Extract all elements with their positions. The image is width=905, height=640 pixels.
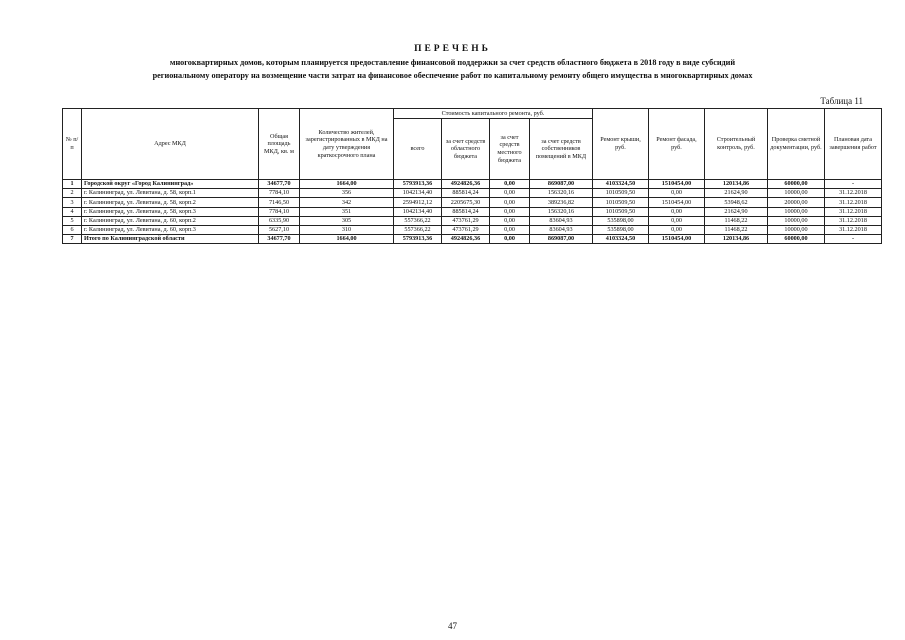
cell-number: 7 <box>63 235 82 244</box>
cell-residents: 305 <box>300 216 394 225</box>
header-local: за счет средств местного бюджета <box>490 119 530 180</box>
header-cost-group: Стоимость капитального ремонта, руб. <box>394 109 593 119</box>
cell-facade: 0,00 <box>649 207 705 216</box>
cell-roof: 4103324,50 <box>593 180 649 189</box>
cell-estimate: 10000,00 <box>768 225 825 234</box>
document-subtitle <box>60 56 845 82</box>
cell-residents: 342 <box>300 198 394 207</box>
cell-facade: 1510454,00 <box>649 180 705 189</box>
cell-address: г. Калининград, ул. Левитана, д. 58, корп.2 <box>82 198 259 207</box>
cell-control: 21624,90 <box>705 189 768 198</box>
cell-facade: 0,00 <box>649 225 705 234</box>
cell-regional: 885814,24 <box>442 189 490 198</box>
cell-date: 31.12.2018 <box>825 216 882 225</box>
cell-roof: 1010509,50 <box>593 207 649 216</box>
cell-regional: 885814,24 <box>442 207 490 216</box>
cell-residents: 351 <box>300 207 394 216</box>
cell-roof: 1010509,50 <box>593 189 649 198</box>
cell-facade: 1510454,00 <box>649 235 705 244</box>
cell-owners: 83604,93 <box>530 225 593 234</box>
cell-number: 6 <box>63 225 82 234</box>
table-row <box>63 180 882 189</box>
cell-local: 0,00 <box>490 198 530 207</box>
cell-control: 21624,90 <box>705 207 768 216</box>
header-control: Строительный контроль, руб. <box>705 109 768 180</box>
cell-control: 120134,86 <box>705 235 768 244</box>
header-regional: за счет средств областного бюджета <box>442 119 490 180</box>
cell-facade: 1510454,00 <box>649 198 705 207</box>
table-row <box>63 207 882 216</box>
cell-total: 557366,22 <box>394 216 442 225</box>
cell-regional: 473761,29 <box>442 225 490 234</box>
cell-roof: 1010509,50 <box>593 198 649 207</box>
cell-date: - <box>825 180 882 189</box>
cell-date: 31.12.2018 <box>825 198 882 207</box>
cell-local: 0,00 <box>490 216 530 225</box>
cell-number: 2 <box>63 189 82 198</box>
cell-address: г. Калининград, ул. Левитана, д. 58, корп.3 <box>82 207 259 216</box>
cell-area: 7784,10 <box>259 189 300 198</box>
cell-control: 120134,86 <box>705 180 768 189</box>
cell-address: г. Калининград, ул. Левитана, д. 60, корп.3 <box>82 225 259 234</box>
header-number: № п/п <box>63 109 82 180</box>
buildings-table <box>62 108 882 244</box>
cell-estimate: 10000,00 <box>768 216 825 225</box>
cell-area: 7146,50 <box>259 198 300 207</box>
table-row-total <box>63 235 882 244</box>
cell-total: 557366,22 <box>394 225 442 234</box>
table-row <box>63 189 882 198</box>
cell-address: г. Калининград, ул. Левитана, д. 58, корп.1 <box>82 189 259 198</box>
cell-control: 11468,22 <box>705 216 768 225</box>
cell-date: 31.12.2018 <box>825 207 882 216</box>
cell-owners: 869087,00 <box>530 235 593 244</box>
cell-number: 3 <box>63 198 82 207</box>
cell-area: 5627,10 <box>259 225 300 234</box>
cell-area: 6335,90 <box>259 216 300 225</box>
cell-area: 34677,70 <box>259 180 300 189</box>
cell-number: 4 <box>63 207 82 216</box>
table-row <box>63 216 882 225</box>
cell-area: 34677,70 <box>259 235 300 244</box>
cell-residents: 310 <box>300 225 394 234</box>
header-total: всего <box>394 119 442 180</box>
header-roof: Ремонт крыши, руб. <box>593 109 649 180</box>
cell-roof: 4103324,50 <box>593 235 649 244</box>
cell-facade: 0,00 <box>649 189 705 198</box>
cell-local: 0,00 <box>490 189 530 198</box>
cell-control: 53948,62 <box>705 198 768 207</box>
cell-regional: 473761,29 <box>442 216 490 225</box>
cell-estimate: 60000,00 <box>768 180 825 189</box>
cell-date: - <box>825 235 882 244</box>
table-row <box>63 198 882 207</box>
cell-number: 5 <box>63 216 82 225</box>
cell-regional: 4924826,36 <box>442 180 490 189</box>
page-number: 47 <box>448 621 457 631</box>
cell-residents: 356 <box>300 189 394 198</box>
cell-number: 1 <box>63 180 82 189</box>
cell-regional: 4924826,36 <box>442 235 490 244</box>
document-title: ПЕРЕЧЕНЬ <box>414 44 491 54</box>
header-area: Общая площадь МКД, кв. м <box>259 109 300 180</box>
cell-local: 0,00 <box>490 235 530 244</box>
table-label: Таблица 11 <box>820 96 863 106</box>
cell-facade: 0,00 <box>649 216 705 225</box>
cell-estimate: 20000,00 <box>768 198 825 207</box>
cell-estimate: 10000,00 <box>768 207 825 216</box>
cell-residents: 1664,00 <box>300 180 394 189</box>
cell-control: 11468,22 <box>705 225 768 234</box>
cell-local: 0,00 <box>490 207 530 216</box>
cell-address: г. Калининград, ул. Левитана, д. 60, корп.2 <box>82 216 259 225</box>
header-date: Плановая дата завершения работ <box>825 109 882 180</box>
cell-owners: 156320,16 <box>530 207 593 216</box>
header-address: Адрес МКД <box>82 109 259 180</box>
cell-area: 7784,10 <box>259 207 300 216</box>
cell-estimate: 60000,00 <box>768 235 825 244</box>
cell-owners: 83604,93 <box>530 216 593 225</box>
cell-residents: 1664,00 <box>300 235 394 244</box>
cell-estimate: 10000,00 <box>768 189 825 198</box>
header-facade: Ремонт фасада, руб. <box>649 109 705 180</box>
cell-owners: 156320,16 <box>530 189 593 198</box>
cell-local: 0,00 <box>490 180 530 189</box>
table-row <box>63 225 882 234</box>
cell-total: 1042134,40 <box>394 207 442 216</box>
cell-roof: 535898,00 <box>593 225 649 234</box>
header-owners: за счет средств собственников помещений в МКД <box>530 119 593 180</box>
cell-total: 2594912,12 <box>394 198 442 207</box>
cell-address: Итого по Калининградской области <box>82 235 259 244</box>
cell-total: 5793913,36 <box>394 180 442 189</box>
subtitle-line-2: региональному оператору на возмещение части затрат на финансовое обеспечение работ по капитальному ремонту общего имущества в многоквартирных домах <box>152 71 753 80</box>
cell-address: Городской округ «Город Калининград» <box>82 180 259 189</box>
subtitle-line-1: многоквартирных домов, которым планируется предоставление финансовой поддержки за счет средств областного бюджета в 2018 году в виде субсидий <box>169 58 736 67</box>
cell-regional: 2205675,30 <box>442 198 490 207</box>
cell-total: 5793913,36 <box>394 235 442 244</box>
cell-roof: 535898,00 <box>593 216 649 225</box>
cell-owners: 869087,00 <box>530 180 593 189</box>
header-estimate: Проверка сметной документации, руб. <box>768 109 825 180</box>
cell-date: 31.12.2018 <box>825 189 882 198</box>
header-residents: Количество жителей, зарегистрированных в МКД на дату утверждения краткосрочного плана <box>300 109 394 180</box>
cell-date: 31.12.2018 <box>825 225 882 234</box>
cell-owners: 389236,82 <box>530 198 593 207</box>
cell-local: 0,00 <box>490 225 530 234</box>
cell-total: 1042134,40 <box>394 189 442 198</box>
